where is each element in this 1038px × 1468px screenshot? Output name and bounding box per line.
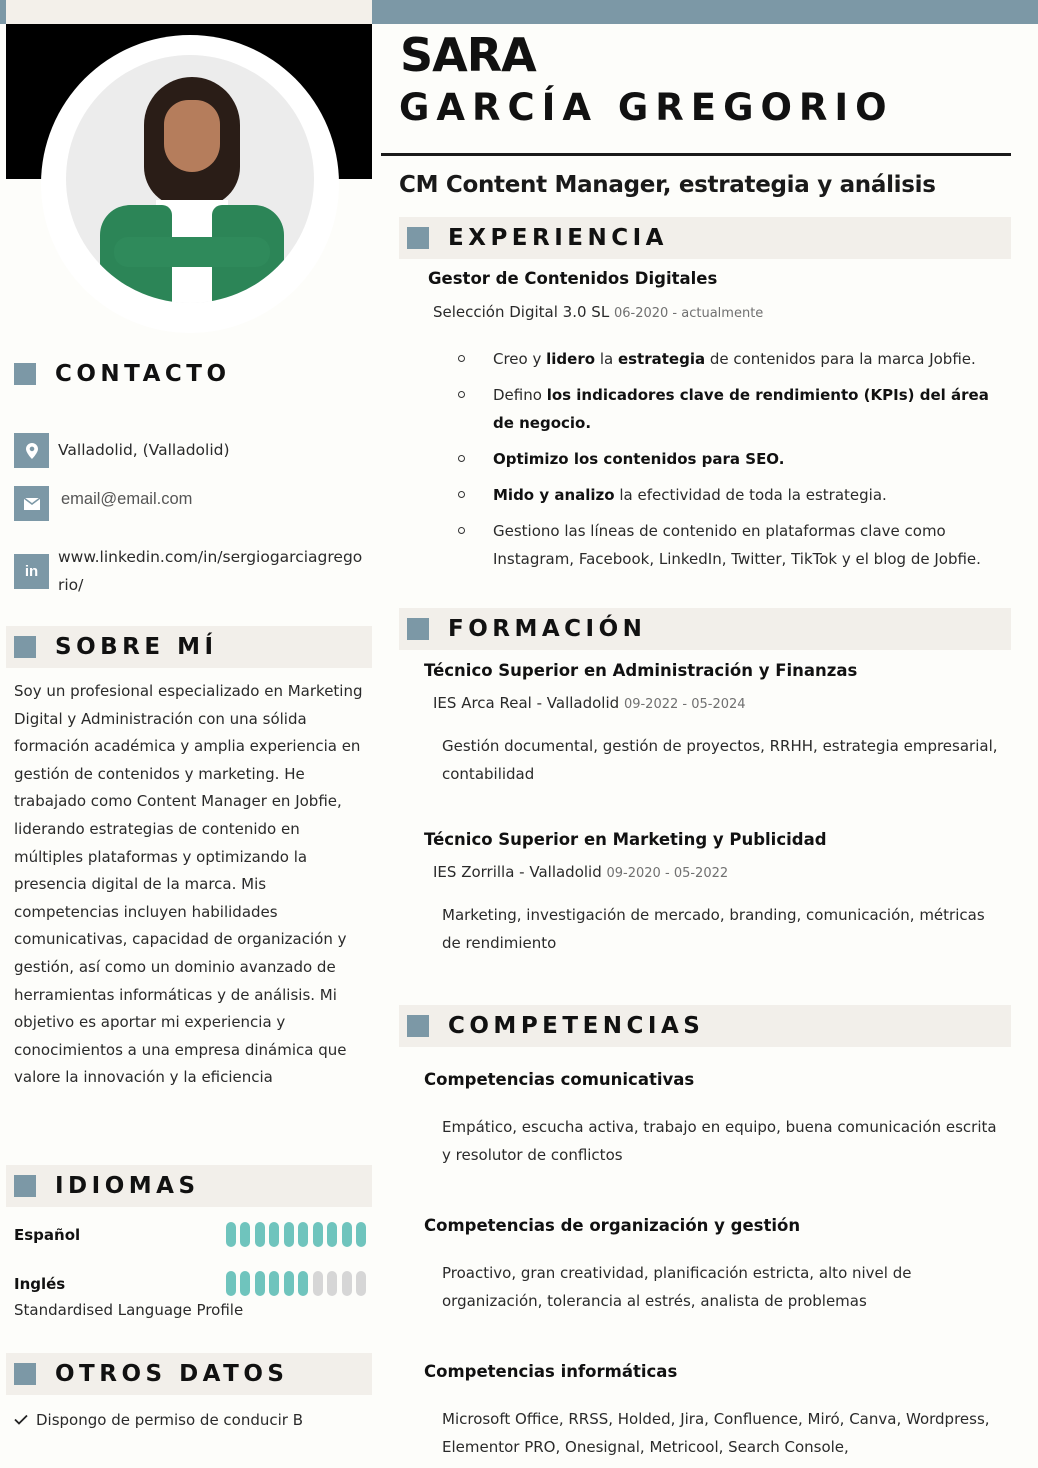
section-title: EXPERIENCIA <box>448 225 668 251</box>
responsibility-item: Optimizo los contenidos para SEO. <box>458 445 1003 473</box>
section-title: SOBRE MÍ <box>55 634 218 660</box>
section-header-experience <box>399 217 1011 259</box>
level-segment-filled <box>327 1222 337 1247</box>
job-title: CM Content Manager, estrategia y análisis <box>399 172 936 198</box>
responsibility-item: Defino los indicadores clave de rendimiento (KPIs) del área de negocio. <box>458 381 1003 437</box>
level-segment-filled <box>313 1222 323 1247</box>
linkedin-icon: in <box>14 554 49 589</box>
top-left-accent-edge <box>0 0 6 24</box>
job-dates: 06-2020 - actualmente <box>613 306 764 321</box>
level-segment-empty <box>327 1271 337 1296</box>
checkmark-icon <box>14 1406 36 1434</box>
education-description: Gestión documental, gestión de proyectos, RRHH, estrategia empresarial, contabilidad <box>442 737 998 783</box>
header-divider <box>381 153 1011 156</box>
top-accent-band <box>372 0 1038 24</box>
section-header-skills <box>399 1005 1011 1047</box>
responsibility-item: Gestiono las líneas de contenido en plataformas clave como Instagram, Facebook, LinkedIn, Twitter, TikTok y el blog de Jobfie. <box>458 517 1003 573</box>
contact-location <box>14 433 230 468</box>
level-segment-filled <box>342 1222 352 1247</box>
location-pin-icon <box>14 433 49 468</box>
level-segment-filled <box>284 1222 294 1247</box>
job-company: Selección Digital 3.0 SL <box>433 303 610 321</box>
level-segment-filled <box>298 1271 308 1296</box>
first-name: SARA <box>400 28 536 82</box>
contact-location-text: Valladolid, (Valladolid) <box>58 441 230 459</box>
language-row-english <box>14 1271 366 1296</box>
section-marker-icon <box>14 636 36 658</box>
section-title: CONTACTO <box>55 361 231 387</box>
level-segment-empty <box>342 1271 352 1296</box>
hollow-bullet-icon <box>458 391 465 398</box>
section-header-contact <box>6 353 372 395</box>
language-name: Inglés <box>14 1274 66 1293</box>
skill-category: Competencias comunicativas <box>424 1070 695 1089</box>
level-segment-empty <box>356 1271 366 1296</box>
education-meta <box>433 863 728 881</box>
other-item-text: Dispongo de permiso de conducir B <box>36 1411 304 1429</box>
section-title: FORMACIÓN <box>448 616 647 642</box>
section-title: IDIOMAS <box>55 1173 200 1199</box>
language-level-bar <box>226 1222 367 1247</box>
skill-category: Competencias de organización y gestión <box>424 1216 801 1235</box>
level-segment-filled <box>356 1222 366 1247</box>
language-name: Español <box>14 1225 81 1244</box>
level-segment-filled <box>240 1271 250 1296</box>
education-degree: Técnico Superior en Administración y Finanzas <box>424 661 858 680</box>
level-segment-filled <box>226 1222 236 1247</box>
skill-description: Microsoft Office, RRSS, Holded, Jira, Confluence, Miró, Canva, Wordpress, Elementor PRO, Onesignal, Metricool, Search Console, <box>442 1410 990 1456</box>
skill-category: Competencias informáticas <box>424 1362 678 1381</box>
hollow-bullet-icon <box>458 491 465 498</box>
education-dates: 09-2022 - 05-2024 <box>623 697 746 712</box>
level-segment-filled <box>226 1271 236 1296</box>
contact-linkedin[interactable] <box>14 543 369 599</box>
section-header-education <box>399 608 1011 650</box>
responsibility-item: Mido y analizo la efectividad de toda la estrategia. <box>458 481 1003 509</box>
section-marker-icon <box>407 618 429 640</box>
section-marker-icon <box>14 1363 36 1385</box>
education-school: IES Arca Real - Valladolid <box>433 694 620 712</box>
hollow-bullet-icon <box>458 355 465 362</box>
level-segment-filled <box>284 1271 294 1296</box>
education-dates: 09-2020 - 05-2022 <box>606 866 729 881</box>
top-left-band <box>0 0 372 24</box>
section-marker-icon <box>14 1175 36 1197</box>
section-header-other <box>6 1353 372 1395</box>
language-note: Standardised Language Profile <box>14 1301 244 1319</box>
education-school: IES Zorrilla - Valladolid <box>433 863 602 881</box>
profile-photo <box>66 55 314 303</box>
about-text: Soy un profesional especializado en Marketing Digital y Administración con una sólida formación académica y amplia experiencia en gestión de contenidos y marketing. He trabajado como Content Manager en Jobfie, liderando estrategias de contenido en múltiples plataformas y optimizando la presencia digital de la marca. Mis competencias incluyen habilidades comunicativas, capacidad de organización y gestión, así como un dominio avanzado de herramientas informáticas y de análisis. Mi objetivo es aportar mi experiencia y conocimientos a una empresa dinámica que valore la innovación y la eficiencia <box>14 682 363 1087</box>
contact-email-link[interactable]: email@email.com <box>61 490 193 508</box>
level-segment-filled <box>255 1222 265 1247</box>
skill-description: Empático, escucha activa, trabajo en equipo, buena comunicación escrita y resolutor de conflictos <box>442 1118 997 1164</box>
level-segment-filled <box>269 1222 279 1247</box>
section-marker-icon <box>14 363 36 385</box>
education-description: Marketing, investigación de mercado, branding, comunicación, métricas de rendimiento <box>442 906 985 952</box>
level-segment-filled <box>269 1271 279 1296</box>
other-item <box>14 1406 334 1434</box>
section-marker-icon <box>407 227 429 249</box>
contact-email[interactable] <box>14 486 192 521</box>
skill-description: Proactivo, gran creatividad, planificación estricta, alto nivel de organización, tolerancia al estrés, analista de problemas <box>442 1264 912 1310</box>
language-level-bar <box>226 1271 367 1296</box>
responsibility-item: Creo y lidero la estrategia de contenidos para la marca Jobfie. <box>458 345 1003 373</box>
education-meta <box>433 694 746 712</box>
section-marker-icon <box>407 1015 429 1037</box>
job-role: Gestor de Contenidos Digitales <box>428 269 718 288</box>
job-responsibilities <box>458 345 1003 581</box>
hollow-bullet-icon <box>458 527 465 534</box>
section-title: OTROS DATOS <box>55 1361 289 1387</box>
language-row-spanish <box>14 1222 366 1247</box>
level-segment-filled <box>298 1222 308 1247</box>
section-header-languages <box>6 1165 372 1207</box>
hollow-bullet-icon <box>458 455 465 462</box>
level-segment-empty <box>313 1271 323 1296</box>
envelope-icon <box>14 486 49 521</box>
level-segment-filled <box>255 1271 265 1296</box>
level-segment-filled <box>240 1222 250 1247</box>
section-header-about <box>6 626 372 668</box>
education-degree: Técnico Superior en Marketing y Publicidad <box>424 830 827 849</box>
last-name: GARCÍA GREGORIO <box>399 86 894 129</box>
contact-linkedin-link[interactable]: www.linkedin.com/in/sergiogarciagregorio/ <box>58 548 363 594</box>
job-meta <box>433 303 763 321</box>
section-title: COMPETENCIAS <box>448 1013 705 1039</box>
